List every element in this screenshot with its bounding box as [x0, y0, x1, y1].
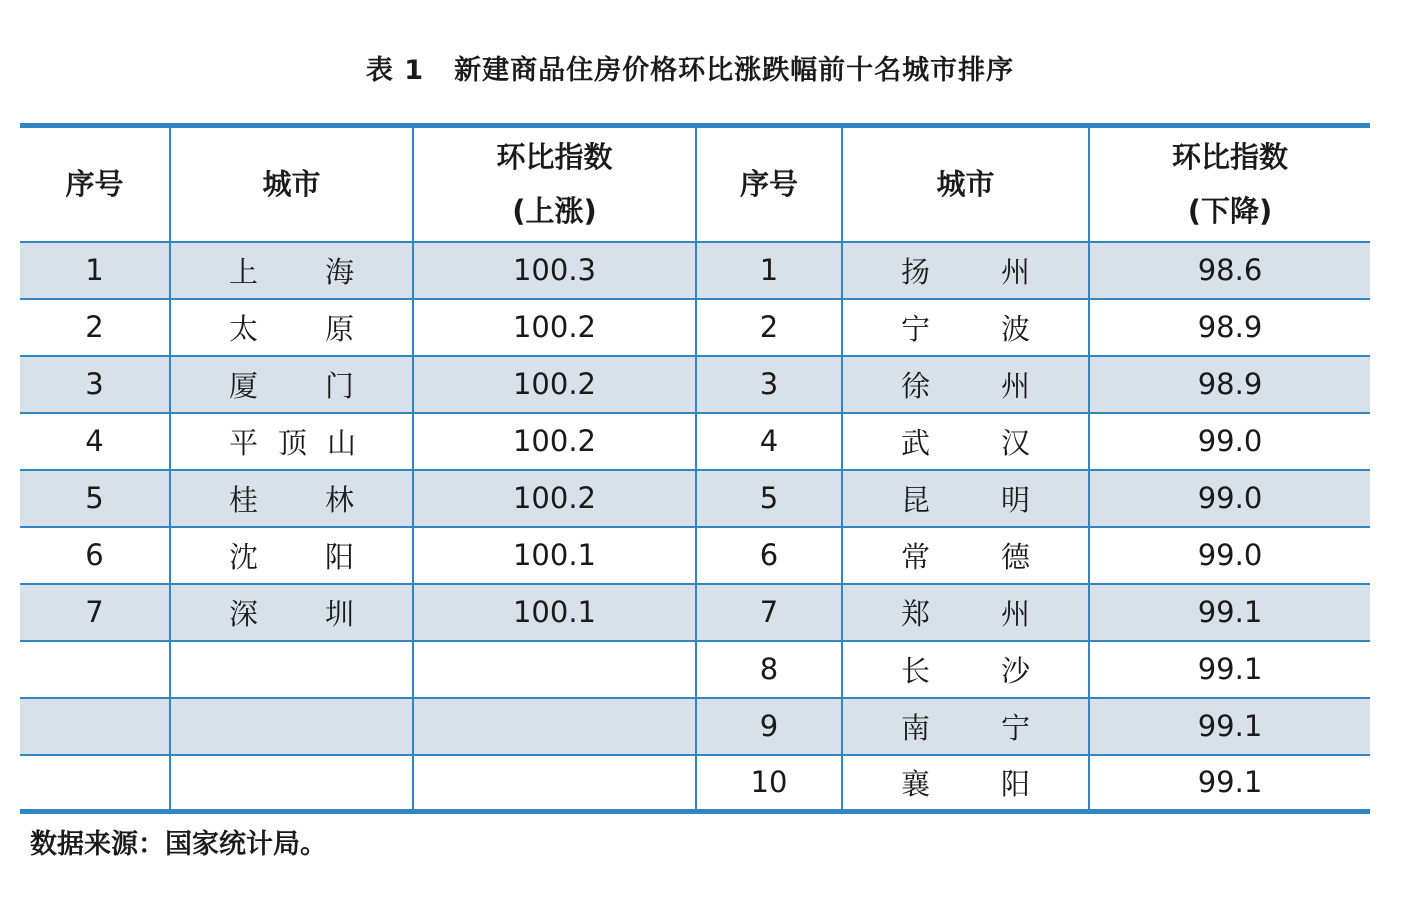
- city-name: [843, 535, 1088, 576]
- cell-city-right: [842, 584, 1089, 641]
- city-name: [843, 250, 1088, 291]
- price-ranking-table: [20, 123, 1370, 814]
- city-char: 顶: [278, 425, 308, 460]
- city-char: 郑: [901, 596, 931, 631]
- city-char: 深: [229, 596, 259, 631]
- cell-seq-left: [20, 641, 170, 698]
- city-char: 昆: [901, 482, 931, 517]
- city-name: [171, 592, 412, 633]
- data-source-note: 数据来源：国家统计局。: [30, 829, 327, 860]
- cell-seq-right: 4: [696, 413, 842, 470]
- cell-index-up: 100.2: [413, 470, 696, 527]
- city-char: 厦: [229, 368, 259, 403]
- table-body: [20, 242, 1370, 812]
- city-char: 波: [1000, 311, 1030, 346]
- cell-index-down: 99.0: [1089, 527, 1370, 584]
- city-char: 州: [1000, 368, 1030, 403]
- cell-seq-left: 2: [20, 299, 170, 356]
- cell-city-right: [842, 413, 1089, 470]
- cell-index-up: [413, 641, 696, 698]
- cell-city-right: [842, 470, 1089, 527]
- cell-index-down: 99.0: [1089, 413, 1370, 470]
- city-name: [843, 478, 1088, 519]
- city-char: 宁: [1000, 710, 1030, 745]
- cell-city-right: [842, 356, 1089, 413]
- table-number: 表 1: [365, 55, 425, 86]
- cell-seq-left: 6: [20, 527, 170, 584]
- header-city-left: 城市: [170, 126, 413, 242]
- cell-index-up: 100.1: [413, 527, 696, 584]
- city-char: 圳: [324, 596, 354, 631]
- cell-seq-right: 6: [696, 527, 842, 584]
- city-char: 扬: [901, 254, 931, 289]
- cell-index-up: 100.2: [413, 299, 696, 356]
- cell-city-left: [170, 527, 413, 584]
- table-title: 新建商品住房价格环比涨跌幅前十名城市排序: [454, 55, 1015, 86]
- cell-index-up: 100.3: [413, 242, 696, 299]
- header-index-up: [413, 126, 696, 242]
- city-char: 南: [901, 710, 931, 745]
- cell-seq-left: 5: [20, 470, 170, 527]
- table-row: [20, 527, 1370, 584]
- table-row: [20, 584, 1370, 641]
- city-char: 州: [1000, 596, 1030, 631]
- city-char: 沈: [229, 539, 259, 574]
- city-char: 常: [901, 539, 931, 574]
- cell-index-up: [413, 698, 696, 755]
- city-char: 汉: [1000, 425, 1030, 460]
- cell-index-down: 99.1: [1089, 698, 1370, 755]
- cell-city-right: [842, 755, 1089, 812]
- city-name: [843, 592, 1088, 633]
- table-row: [20, 356, 1370, 413]
- city-char: 长: [901, 653, 931, 688]
- table-row: [20, 242, 1370, 299]
- cell-city-left: [170, 755, 413, 812]
- cell-city-right: [842, 641, 1089, 698]
- cell-seq-left: 3: [20, 356, 170, 413]
- cell-seq-left: 1: [20, 242, 170, 299]
- cell-seq-right: 5: [696, 470, 842, 527]
- cell-seq-left: 4: [20, 413, 170, 470]
- cell-index-down: 98.6: [1089, 242, 1370, 299]
- cell-city-left: [170, 470, 413, 527]
- city-name: [171, 535, 412, 576]
- city-char: 德: [1000, 539, 1030, 574]
- cell-city-left: [170, 584, 413, 641]
- cell-index-down: 98.9: [1089, 356, 1370, 413]
- cell-seq-right: 2: [696, 299, 842, 356]
- cell-index-up: 100.2: [413, 413, 696, 470]
- city-char: 原: [324, 311, 354, 346]
- city-name: [171, 307, 412, 348]
- city-name: [171, 478, 412, 519]
- city-name: [843, 421, 1088, 462]
- cell-city-right: [842, 698, 1089, 755]
- cell-index-up: 100.1: [413, 584, 696, 641]
- city-char: 门: [324, 368, 354, 403]
- city-char: 襄: [901, 766, 931, 801]
- header-index-down-line2: (下降): [1187, 194, 1273, 229]
- table-row: [20, 641, 1370, 698]
- city-char: 宁: [901, 311, 931, 346]
- header-row: [20, 126, 1370, 242]
- city-char: 海: [324, 254, 354, 289]
- header-index-down: [1089, 126, 1370, 242]
- cell-city-left: [170, 698, 413, 755]
- cell-index-down: 99.1: [1089, 755, 1370, 812]
- cell-index-up: [413, 755, 696, 812]
- city-name: [171, 250, 412, 291]
- cell-seq-left: 7: [20, 584, 170, 641]
- city-char: 太: [229, 311, 259, 346]
- cell-seq-right: 10: [696, 755, 842, 812]
- cell-index-down: 99.0: [1089, 470, 1370, 527]
- cell-seq-left: [20, 698, 170, 755]
- cell-seq-right: 3: [696, 356, 842, 413]
- city-name: [171, 421, 412, 462]
- city-char: 沙: [1000, 653, 1030, 688]
- cell-index-up: 100.2: [413, 356, 696, 413]
- cell-index-down: 99.1: [1089, 584, 1370, 641]
- city-name: [843, 364, 1088, 405]
- cell-seq-right: 1: [696, 242, 842, 299]
- cell-index-down: 98.9: [1089, 299, 1370, 356]
- cell-seq-left: [20, 755, 170, 812]
- table-caption: [0, 48, 1380, 87]
- city-name: [171, 364, 412, 405]
- table-row: [20, 470, 1370, 527]
- city-char: 阳: [1000, 766, 1030, 801]
- city-char: 林: [324, 482, 354, 517]
- city-char: 武: [901, 425, 931, 460]
- header-seq-left: 序号: [20, 126, 170, 242]
- table-row: [20, 299, 1370, 356]
- city-char: 山: [327, 425, 357, 460]
- cell-index-down: 99.1: [1089, 641, 1370, 698]
- cell-seq-right: 8: [696, 641, 842, 698]
- cell-city-right: [842, 527, 1089, 584]
- header-index-up-line1: 环比指数: [496, 140, 613, 175]
- city-char: 徐: [901, 368, 931, 403]
- header-seq-right: 序号: [696, 126, 842, 242]
- cell-city-left: [170, 413, 413, 470]
- header-city-right: 城市: [842, 126, 1089, 242]
- cell-city-left: [170, 242, 413, 299]
- table-row: [20, 755, 1370, 812]
- city-char: 桂: [229, 482, 259, 517]
- city-char: 阳: [324, 539, 354, 574]
- cell-city-right: [842, 242, 1089, 299]
- city-char: 明: [1000, 482, 1030, 517]
- city-name: [843, 762, 1088, 803]
- header-index-up-line2: (上涨): [512, 194, 597, 229]
- city-name: [843, 307, 1088, 348]
- header-index-down-line1: 环比指数: [1171, 140, 1288, 175]
- cell-seq-right: 9: [696, 698, 842, 755]
- city-char: 上: [229, 254, 259, 289]
- city-name: [843, 649, 1088, 690]
- cell-city-left: [170, 641, 413, 698]
- cell-seq-right: 7: [696, 584, 842, 641]
- cell-city-left: [170, 356, 413, 413]
- table-row: [20, 698, 1370, 755]
- city-char: 平: [229, 425, 259, 460]
- cell-city-right: [842, 299, 1089, 356]
- table-row: [20, 413, 1370, 470]
- cell-city-left: [170, 299, 413, 356]
- city-name: [843, 706, 1088, 747]
- city-char: 州: [1000, 254, 1030, 289]
